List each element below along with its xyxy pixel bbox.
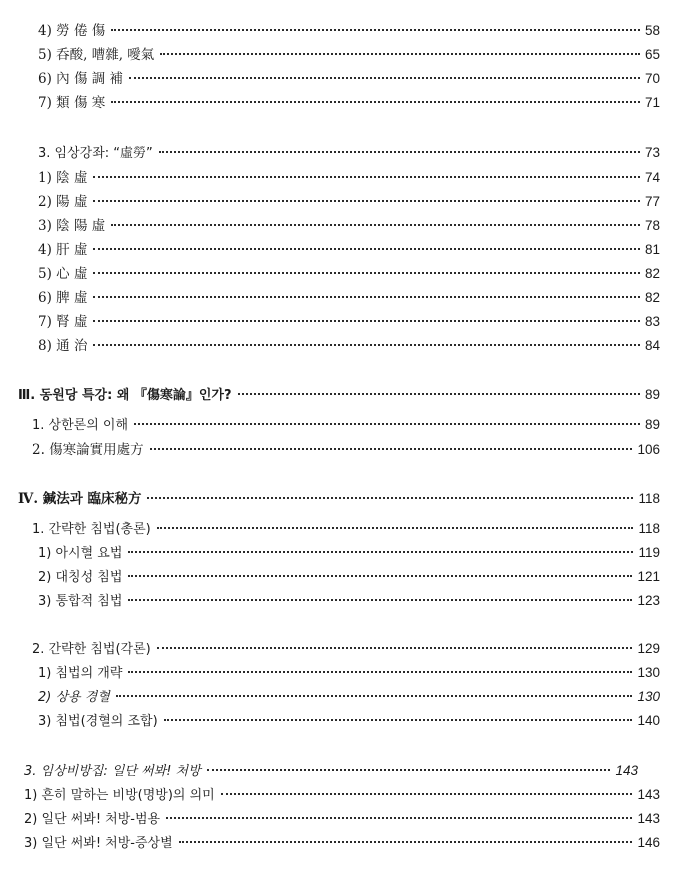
page-number: 73	[644, 145, 660, 160]
leader-dots	[129, 77, 640, 79]
page-number: 83	[644, 314, 660, 329]
toc-entry-outline[interactable]	[38, 664, 660, 683]
leader-dots	[93, 176, 640, 178]
page-number: 130	[637, 689, 660, 704]
page-number: 106	[637, 442, 660, 457]
toc-section-xu-lao[interactable]	[38, 144, 660, 163]
toc-entry-general-use[interactable]	[24, 810, 660, 829]
toc-part-3-heading[interactable]	[18, 386, 660, 405]
leader-dots	[116, 695, 633, 697]
toc-entry-shanghan-understanding[interactable]	[32, 416, 660, 435]
page-number: 129	[637, 641, 660, 656]
toc-entry-label: 2) 대칭성 침법	[38, 570, 123, 585]
toc-entry-label: 3) 일단 써봐! 처방-증상별	[24, 836, 173, 851]
toc-entry-gan-xu[interactable]	[38, 241, 660, 259]
page-number: 140	[637, 713, 660, 728]
toc-entry-yin-xu[interactable]	[38, 169, 660, 187]
leader-dots	[111, 29, 640, 31]
toc-entry-label: 2) 상용 경혈	[38, 690, 110, 705]
toc-entry-tun-suan[interactable]	[38, 46, 660, 64]
toc-entry-nei-shang-tiao-bu[interactable]	[38, 70, 660, 88]
leader-dots	[160, 53, 640, 55]
toc-entry-pi-xu[interactable]	[38, 289, 660, 307]
toc-entry-label: 1) 陰 虛	[38, 170, 88, 186]
page-number: 118	[638, 491, 660, 506]
page-number: 77	[644, 194, 660, 209]
toc-entry-label: 5) 呑酸, 嘈雜, 噯氣	[38, 47, 155, 63]
page-number: 130	[637, 665, 660, 680]
toc-entry-label: Ⅲ. 동원당 특강: 왜 『傷寒論』인가?	[18, 388, 232, 403]
page-number: 119	[638, 545, 660, 560]
leader-dots	[93, 320, 640, 322]
toc-entry-label: 1) 아시혈 요법	[38, 546, 123, 561]
leader-dots	[157, 527, 634, 529]
toc-entry-by-symptom[interactable]	[24, 834, 660, 853]
page-number: 146	[637, 835, 660, 850]
toc-entry-yang-xu[interactable]	[38, 193, 660, 211]
toc-entry-simple-acupuncture-specific[interactable]	[32, 640, 660, 659]
toc-entry-label: 7) 腎 虛	[38, 314, 88, 330]
page-number: 78	[644, 218, 660, 233]
toc-entry-label: 4) 勞 倦 傷	[38, 23, 106, 39]
page-number: 65	[644, 47, 660, 62]
toc-entry-label: 1) 침법의 개략	[38, 666, 123, 681]
page-number: 81	[644, 242, 660, 257]
leader-dots	[93, 296, 640, 298]
leader-dots	[157, 647, 633, 649]
toc-entry-label: 1. 상한론의 이해	[32, 418, 129, 433]
leader-dots	[221, 793, 633, 795]
toc-entry-label: 1. 간략한 침법(총론)	[32, 522, 151, 537]
toc-entry-integrative[interactable]	[38, 592, 660, 611]
toc-entry-clinical-secret-formulas[interactable]	[24, 762, 638, 781]
toc-entry-label: 2. 간략한 침법(각론)	[32, 642, 151, 657]
toc-entry-lei-shang-han[interactable]	[38, 94, 660, 112]
leader-dots	[147, 497, 633, 499]
leader-dots	[128, 671, 632, 673]
leader-dots	[134, 423, 640, 425]
toc-entry-label: 2) 陽 虛	[38, 194, 88, 210]
leader-dots	[166, 817, 632, 819]
leader-dots	[128, 575, 632, 577]
toc-entry-label: 3) 통합적 침법	[38, 594, 123, 609]
page-number: 89	[644, 417, 660, 432]
leader-dots	[150, 448, 633, 450]
page-number: 143	[637, 811, 660, 826]
toc-entry-label: 6) 脾 虛	[38, 290, 88, 306]
toc-entry-common-points[interactable]	[38, 688, 660, 707]
toc-entry-yin-yang-xu[interactable]	[38, 217, 660, 235]
toc-entry-label: 3) 침법(경혈의 조합)	[38, 714, 158, 729]
page-number: 143	[637, 787, 660, 802]
leader-dots	[238, 393, 640, 395]
leader-dots	[164, 719, 633, 721]
toc-entry-label: 5) 心 虛	[38, 266, 88, 282]
leader-dots	[93, 200, 640, 202]
leader-dots	[111, 224, 640, 226]
toc-entry-label: 2. 傷寒論實用處方	[32, 442, 144, 458]
toc-entry-tong-zhi[interactable]	[38, 337, 660, 355]
toc-entry-label: 7) 類 傷 寒	[38, 95, 106, 111]
leader-dots	[111, 101, 640, 103]
leader-dots	[93, 272, 640, 274]
toc-entry-label: 6) 內 傷 調 補	[38, 71, 124, 87]
leader-dots	[93, 344, 640, 346]
toc-entry-label: 1) 흔히 말하는 비방(명방)의 의미	[24, 788, 215, 803]
page-number: 74	[644, 170, 660, 185]
page-number: 143	[615, 763, 638, 778]
toc-entry-meaning-of-secret-formula[interactable]	[24, 786, 660, 805]
page-number: 70	[644, 71, 660, 86]
toc-part-4-heading[interactable]	[18, 490, 660, 508]
leader-dots	[179, 841, 633, 843]
toc-entry-point-combination[interactable]	[38, 712, 660, 731]
page-number: 58	[644, 23, 660, 38]
leader-dots	[207, 769, 611, 771]
page-number: 82	[644, 266, 660, 281]
toc-entry-label: 4) 肝 虛	[38, 242, 88, 258]
toc-entry-simple-acupuncture-general[interactable]	[32, 520, 660, 539]
leader-dots	[128, 551, 633, 553]
page-number: 82	[644, 290, 660, 305]
toc-entry-ashi-point[interactable]	[38, 544, 660, 563]
toc-entry-label: 3. 임상비방집: 일단 써봐! 처방	[24, 764, 201, 779]
page-number: 118	[638, 521, 660, 536]
toc-entry-shen-xu[interactable]	[38, 313, 660, 331]
leader-dots	[128, 599, 632, 601]
page-number: 84	[644, 338, 660, 353]
toc-entry-label: 3) 陰 陽 虛	[38, 218, 106, 234]
page-number: 71	[644, 95, 660, 110]
toc-entry-shanghan-formulas[interactable]	[32, 441, 660, 459]
toc-entry-lao-juan-shang[interactable]	[38, 22, 660, 40]
page-number: 121	[637, 569, 660, 584]
leader-dots	[93, 248, 640, 250]
toc-entry-label: Ⅳ. 鍼法과 臨床秘方	[18, 491, 142, 507]
page-number: 123	[637, 593, 660, 608]
page-number: 89	[644, 387, 660, 402]
toc-entry-label: 2) 일단 써봐! 처방-범용	[24, 812, 161, 827]
toc-entry-label: 8) 通 治	[38, 338, 88, 354]
leader-dots	[159, 151, 640, 153]
toc-entry-label: 3. 임상강좌: “虛勞”	[38, 146, 153, 161]
toc-entry-symmetric[interactable]	[38, 568, 660, 587]
toc-entry-xin-xu[interactable]	[38, 265, 660, 283]
